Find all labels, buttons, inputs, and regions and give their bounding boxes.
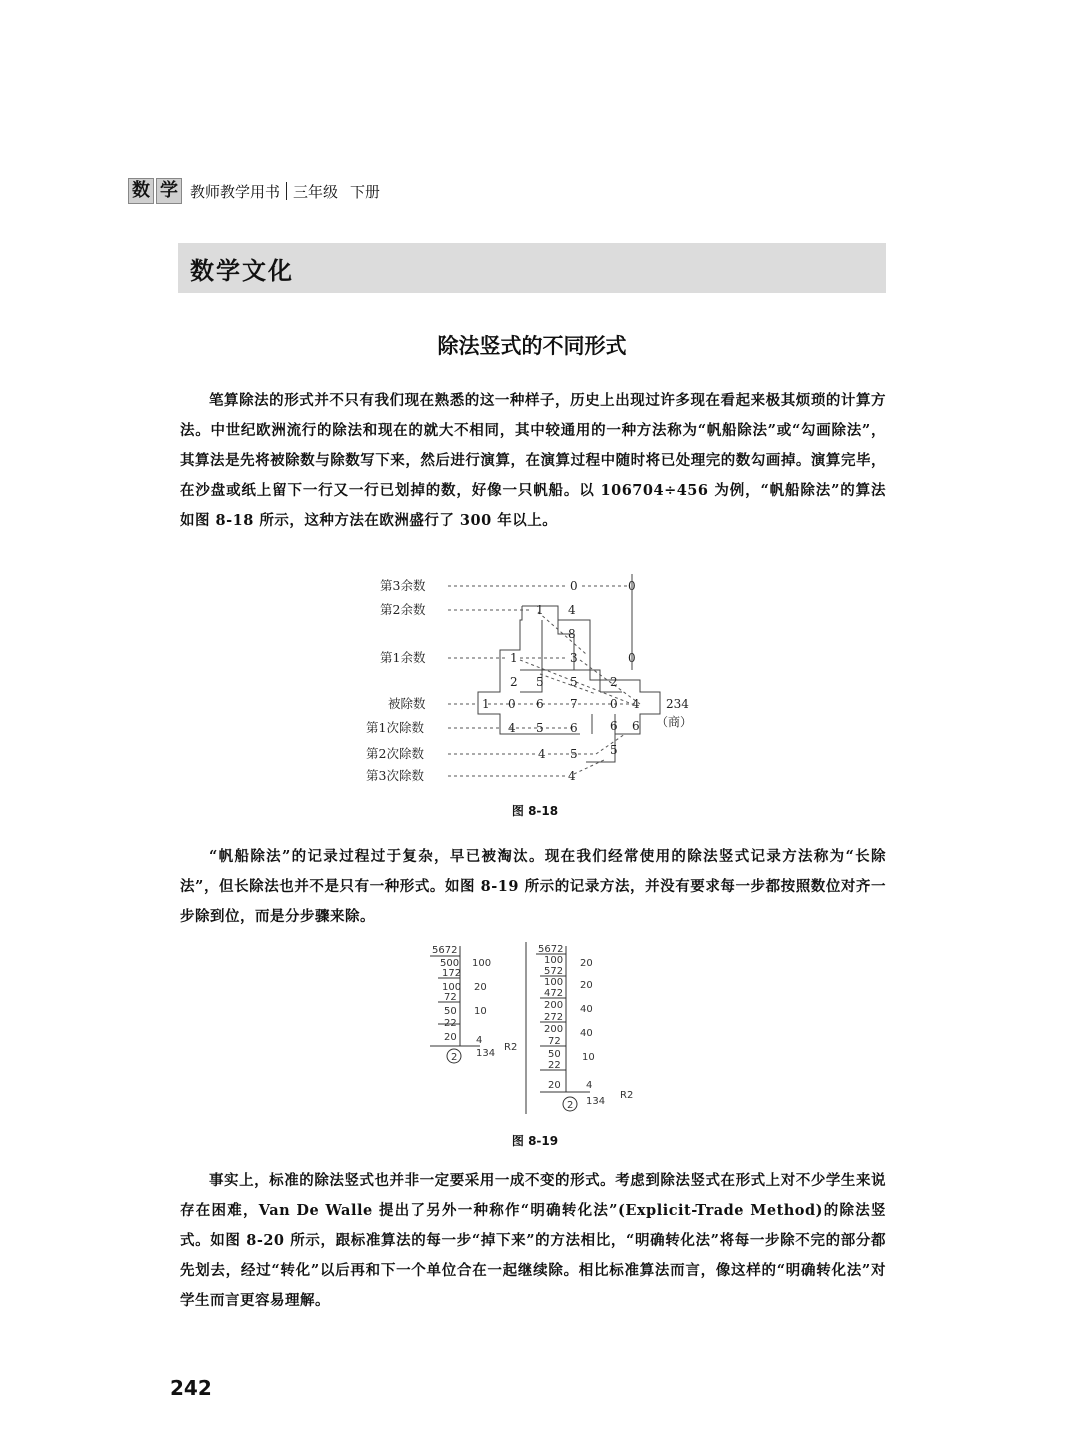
left-partial-3: 10 <box>474 1006 487 1017</box>
rem3-digit-2: 0 <box>628 579 636 593</box>
logo-char-2: 学 <box>156 178 182 204</box>
figure-8-18-caption: 图 8-18 <box>511 804 559 818</box>
figure-8-19-caption: 图 8-19 <box>511 1134 559 1148</box>
left-step-4: 72 <box>444 992 457 1003</box>
left-step-2: 172 <box>442 968 462 979</box>
row-label-div1: 第1次除数 <box>366 720 424 735</box>
rem1-digit-3: 0 <box>628 651 636 665</box>
math-logo <box>128 178 184 204</box>
row-label-div3: 第3次除数 <box>366 768 424 783</box>
left-step-7: 20 <box>444 1032 457 1043</box>
right-step-9: 50 <box>548 1049 561 1060</box>
galley-division-figure <box>360 574 720 790</box>
right-partial-1: 20 <box>580 958 593 969</box>
volume-label: 下册 <box>350 182 381 201</box>
page-number: 242 <box>170 1376 212 1400</box>
paragraph-3: 事实上，标准的除法竖式也并非一定要采用一成不变的形式。考虑到除法竖式在形式上对不少学生来说存在困难，Van De Walle 提出了另外一种称作“明确转化法”(Explicit-Trade Method)的除法竖式。如图 8-20 所示，跟标准算法的每一步“掉下来”的方法相比，“明确转化法”将每一步除不完的部分都先划去，经过“转化”以后再和下一个单位合在一起继续除。相比标准算法而言，像这样的“明确转化法”对学生而言更容易理解。 <box>180 1172 886 1309</box>
left-step-1: 500 <box>440 958 460 969</box>
article-title: 除法竖式的不同形式 <box>437 334 627 358</box>
paragraph-1: 笔算除法的形式并不只有我们现在熟悉的这一种样子，历史上出现过许多现在看起来极其烦琐的计算方法。中世纪欧洲流行的除法和现在的就大不相同，其中较通用的一种方法称为“帆船除法”或“勾画除法”，其算法是先将被除数与除数写下来，然后进行演算，在演算过程中随时将已处理完的数勾画掉。演算完毕，在沙盘或纸上留下一行又一行已划掉的数，好像一只帆船。以 106704÷456 为例，“帆船除法”的算法如图 8-18 所示，这种方法在欧洲盛行了 300 年以上。 <box>180 392 886 529</box>
div1-digit-4: 6 <box>610 719 618 733</box>
left-partial-4: 4 <box>476 1035 483 1046</box>
right-partial-6: 4 <box>586 1080 593 1091</box>
div2-digit-2: 5 <box>570 747 578 761</box>
left-remainder: 2 <box>451 1052 458 1063</box>
dividend-digit-4: 7 <box>570 697 578 711</box>
right-step-5: 200 <box>544 1000 564 1011</box>
right-step-2: 572 <box>544 966 564 977</box>
section-banner <box>178 243 886 293</box>
right-remainder: 2 <box>567 1100 574 1111</box>
right-step-3: 100 <box>544 977 564 988</box>
rem3-digit-1: 0 <box>570 579 578 593</box>
rem1-digit-2: 3 <box>570 651 578 665</box>
dividend-digit-2: 0 <box>508 697 516 711</box>
right-partial-4: 40 <box>580 1028 593 1039</box>
dividend-digit-6: 4 <box>632 697 640 711</box>
dividend-digit-3: 6 <box>536 697 544 711</box>
right-partial-3: 40 <box>580 1004 593 1015</box>
row-a-digit-4: 2 <box>610 675 618 689</box>
dividend-digit-1: 1 <box>482 697 490 711</box>
right-step-6: 272 <box>544 1012 564 1023</box>
right-step-1: 100 <box>544 955 564 966</box>
right-quotient: 134 <box>586 1096 606 1107</box>
row-a-digit-1: 2 <box>510 675 518 689</box>
right-step-7: 200 <box>544 1024 564 1035</box>
div2-digit-3: 5 <box>610 743 618 757</box>
book-title: 教师教学用书 <box>190 182 281 201</box>
rem2b-digit: 8 <box>568 627 576 641</box>
right-r-note: R2 <box>620 1090 634 1101</box>
row-label-dividend: 被除数 <box>388 696 426 711</box>
quotient-value: 234 <box>666 697 689 711</box>
left-quotient: 134 <box>476 1048 496 1059</box>
left-r-note: R2 <box>504 1042 518 1053</box>
section-title: 数学文化 <box>190 257 294 285</box>
right-dividend: 5672 <box>538 944 564 955</box>
row-label-div2: 第2次除数 <box>366 746 424 761</box>
logo-char-1: 数 <box>128 178 154 204</box>
div1-digit-3: 6 <box>570 721 578 735</box>
dividend-digit-5: 0 <box>610 697 618 711</box>
grade-label: 三年级 <box>293 182 339 201</box>
right-step-11: 20 <box>548 1080 561 1091</box>
row-a-digit-2: 5 <box>536 675 544 689</box>
quotient-label: （商） <box>656 715 693 729</box>
div1-digit-1: 4 <box>508 721 516 735</box>
row-a-digit-3: 5 <box>570 675 578 689</box>
rem2-digit-1: 1 <box>536 603 544 617</box>
row-label-rem2: 第2余数 <box>380 602 426 617</box>
left-step-3: 100 <box>442 982 462 993</box>
right-partial-2: 20 <box>580 980 593 991</box>
left-step-6: 22 <box>444 1018 457 1029</box>
left-step-5: 50 <box>444 1006 457 1017</box>
row-label-rem3: 第3余数 <box>380 578 426 593</box>
right-partial-5: 10 <box>582 1052 595 1063</box>
right-step-4: 472 <box>544 988 564 999</box>
row-label-rem1: 第1余数 <box>380 650 426 665</box>
header-divider <box>286 182 287 200</box>
left-partial-2: 20 <box>474 982 487 993</box>
paragraph-2: “帆船除法”的记录过程过于复杂，早已被淘汰。现在我们经常使用的除法竖式记录方法称为“长除法”，但长除法也并不是只有一种形式。如图 8-19 所示的记录方法，并没有要求每一步都按照数位对齐一步除到位，而是分步骤来除。 <box>180 848 886 925</box>
rem2-digit-2: 4 <box>568 603 576 617</box>
div3-digit: 4 <box>568 769 576 783</box>
div1-digit-2: 5 <box>536 721 544 735</box>
right-step-8: 72 <box>548 1036 561 1047</box>
left-partial-1: 100 <box>472 958 492 969</box>
div2-digit-1: 4 <box>538 747 546 761</box>
div1-digit-5: 6 <box>632 719 640 733</box>
rem1-digit-1: 1 <box>510 651 518 665</box>
running-header <box>128 176 380 206</box>
right-step-10: 22 <box>548 1060 561 1071</box>
left-dividend: 5672 <box>432 945 458 956</box>
handwritten-division-figure <box>420 942 660 1118</box>
